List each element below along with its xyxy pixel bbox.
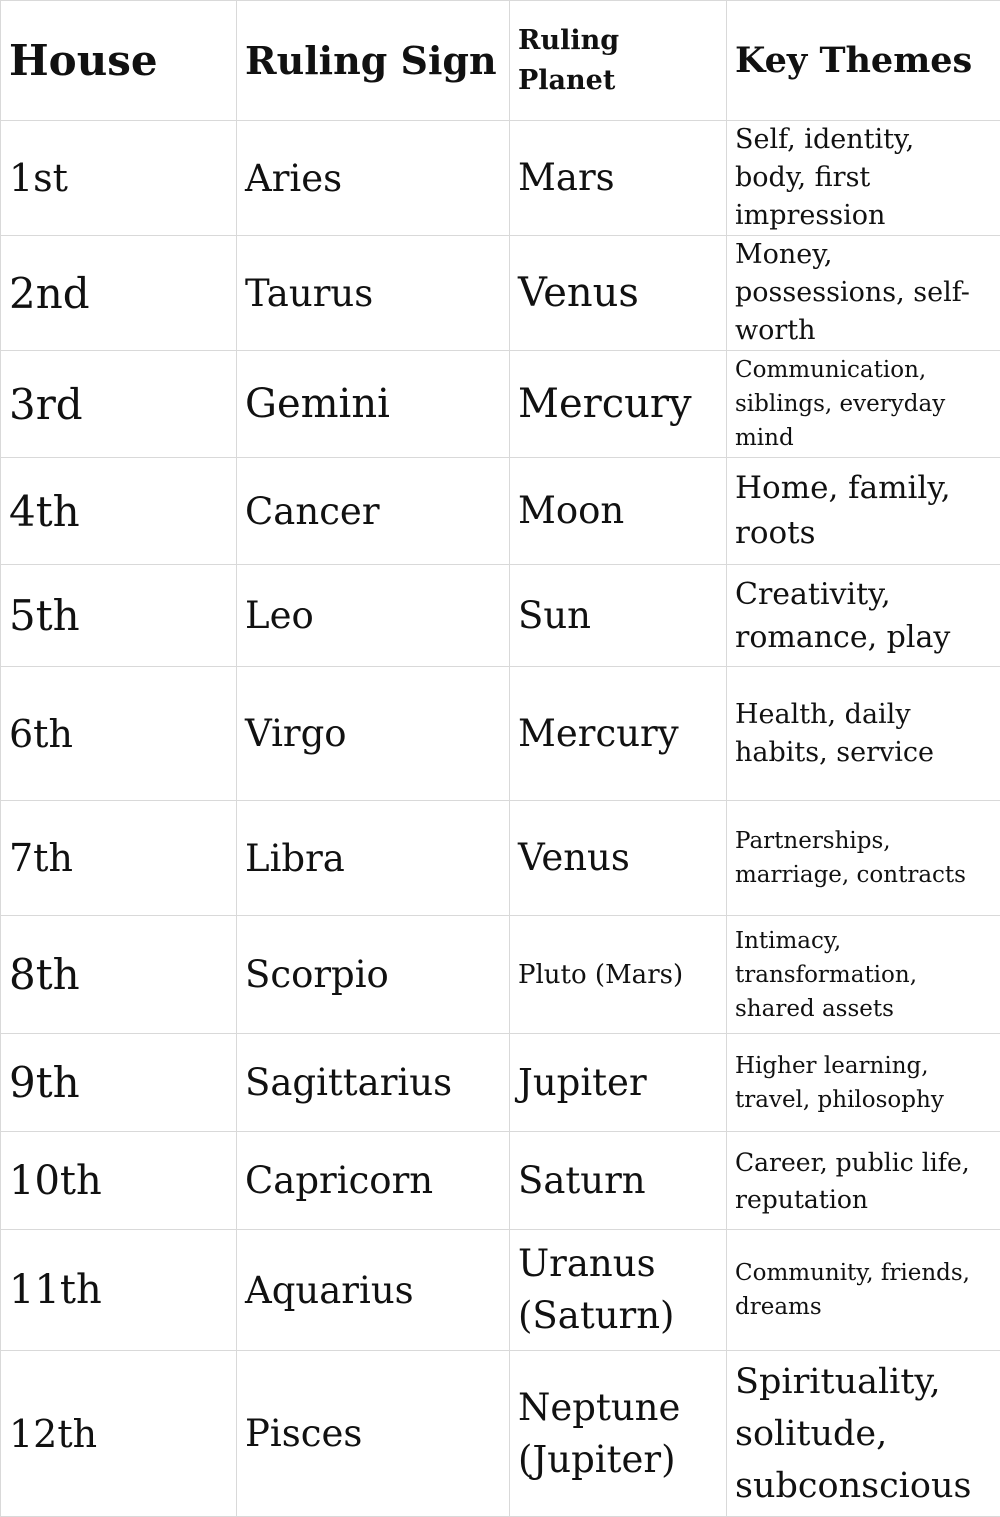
themes-cell: Money, possessions, self-worth xyxy=(727,236,1000,351)
sign-cell: Taurus xyxy=(237,236,510,351)
planet-cell: Mercury xyxy=(510,667,727,801)
house-cell: 9th xyxy=(1,1034,237,1132)
house-cell: 11th xyxy=(1,1230,237,1351)
themes-cell: Creativity, romance, play xyxy=(727,565,1000,667)
planet-cell: Jupiter xyxy=(510,1034,727,1132)
table-row xyxy=(1,667,1000,801)
table-row xyxy=(1,1132,1000,1230)
planet-cell: Saturn xyxy=(510,1132,727,1230)
sign-cell: Virgo xyxy=(237,667,510,801)
sign-cell: Cancer xyxy=(237,458,510,565)
table-row xyxy=(1,565,1000,667)
table-row xyxy=(1,236,1000,351)
house-cell: 5th xyxy=(1,565,237,667)
themes-cell: Career, public life, reputation xyxy=(727,1132,1000,1230)
sign-cell: Capricorn xyxy=(237,1132,510,1230)
header-ruling-sign: Ruling Sign xyxy=(237,1,510,121)
planet-cell: Sun xyxy=(510,565,727,667)
table-row xyxy=(1,1230,1000,1351)
header-key-themes: Key Themes xyxy=(727,1,1000,121)
sign-cell: Aquarius xyxy=(237,1230,510,1351)
header-house: House xyxy=(1,1,237,121)
themes-cell: Intimacy, transformation, shared assets xyxy=(727,916,1000,1034)
header-ruling-planet: Ruling Planet xyxy=(510,1,727,121)
planet-cell: Mercury xyxy=(510,351,727,458)
house-cell: 3rd xyxy=(1,351,237,458)
table-header-row xyxy=(1,1,1000,121)
house-cell: 6th xyxy=(1,667,237,801)
sign-cell: Libra xyxy=(237,801,510,916)
themes-cell: Higher learning, travel, philosophy xyxy=(727,1034,1000,1132)
house-cell: 2nd xyxy=(1,236,237,351)
themes-cell: Communication, siblings, everyday mind xyxy=(727,351,1000,458)
themes-cell: Spirituality, solitude, subconscious xyxy=(727,1351,1000,1517)
planet-cell: Uranus (Saturn) xyxy=(510,1230,727,1351)
themes-cell: Community, friends, dreams xyxy=(727,1230,1000,1351)
planet-cell: Moon xyxy=(510,458,727,565)
table-row xyxy=(1,121,1000,236)
themes-cell: Partnerships, marriage, contracts xyxy=(727,801,1000,916)
table-row xyxy=(1,351,1000,458)
table-row xyxy=(1,1351,1000,1517)
table-row xyxy=(1,801,1000,916)
house-cell: 1st xyxy=(1,121,237,236)
planet-cell: Neptune (Jupiter) xyxy=(510,1351,727,1517)
house-cell: 8th xyxy=(1,916,237,1034)
themes-cell: Home, family, roots xyxy=(727,458,1000,565)
planet-cell: Mars xyxy=(510,121,727,236)
planet-cell: Venus xyxy=(510,801,727,916)
planet-cell: Venus xyxy=(510,236,727,351)
house-cell: 4th xyxy=(1,458,237,565)
planet-cell: Pluto (Mars) xyxy=(510,916,727,1034)
sign-cell: Leo xyxy=(237,565,510,667)
sign-cell: Aries xyxy=(237,121,510,236)
sign-cell: Gemini xyxy=(237,351,510,458)
sign-cell: Scorpio xyxy=(237,916,510,1034)
house-cell: 10th xyxy=(1,1132,237,1230)
table-row xyxy=(1,916,1000,1034)
house-cell: 12th xyxy=(1,1351,237,1517)
themes-cell: Health, daily habits, service xyxy=(727,667,1000,801)
table-row xyxy=(1,458,1000,565)
sign-cell: Sagittarius xyxy=(237,1034,510,1132)
table-row xyxy=(1,1034,1000,1132)
sign-cell: Pisces xyxy=(237,1351,510,1517)
themes-cell: Self, identity, body, first impression xyxy=(727,121,1000,236)
house-cell: 7th xyxy=(1,801,237,916)
